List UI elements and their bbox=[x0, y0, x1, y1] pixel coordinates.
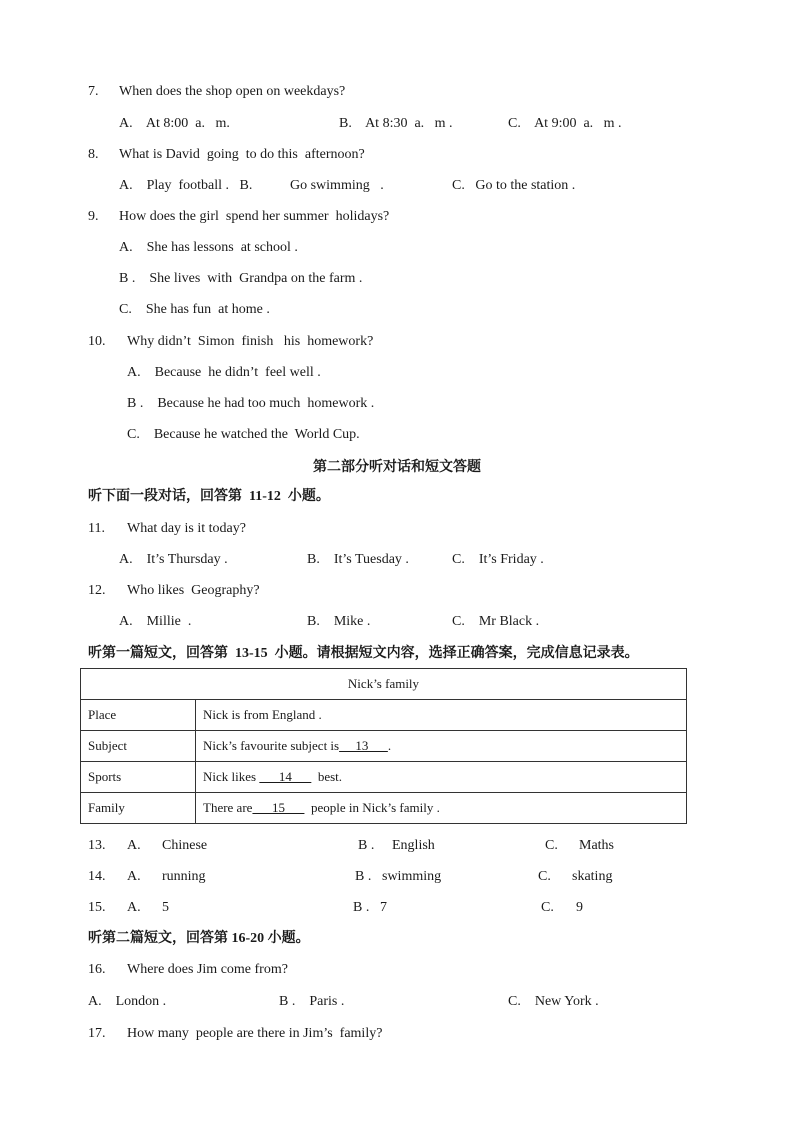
question-15-number: 15. bbox=[88, 900, 106, 915]
question-9-text: How does the girl spend her summer holidays? bbox=[119, 209, 390, 224]
question-10-number: 10. bbox=[88, 334, 106, 349]
question-13-option-a-letter: A. bbox=[127, 838, 141, 853]
question-10-option-b: B . Because he had too much homework . bbox=[127, 396, 375, 411]
row-value-place bbox=[196, 700, 687, 731]
question-15-option-a-letter: A. bbox=[127, 900, 141, 915]
row-label-family: Family bbox=[81, 793, 196, 824]
question-9-number: 9. bbox=[88, 209, 99, 224]
question-15-option-b: 7 bbox=[380, 900, 387, 915]
table-row bbox=[81, 700, 687, 731]
question-14-option-c: skating bbox=[572, 869, 613, 884]
value-text: Nick’s favourite subject is bbox=[203, 738, 340, 753]
question-11-number: 11. bbox=[88, 521, 105, 536]
question-10-option-a: A. Because he didn’t feel well . bbox=[127, 365, 321, 380]
question-16-option-b: B . Paris . bbox=[279, 994, 345, 1009]
question-8-option-c: C. Go to the station . bbox=[452, 178, 576, 193]
nick-family-table bbox=[80, 668, 687, 824]
question-15-option-a: 5 bbox=[162, 900, 169, 915]
question-11-option-b: B. It’s Tuesday . bbox=[307, 552, 409, 567]
instruction-16-20: 听第二篇短文，回答第 16-20 小题。 bbox=[88, 931, 310, 946]
question-9-option-c: C. She has fun at home . bbox=[119, 302, 270, 317]
question-14-option-c-letter: C. bbox=[538, 869, 551, 884]
table-row bbox=[81, 793, 687, 824]
value-suffix: people in Nick’s family . bbox=[304, 800, 440, 815]
value-text: Nick likes bbox=[203, 769, 260, 784]
blank-15: 15 bbox=[252, 800, 305, 815]
question-14-number: 14. bbox=[88, 869, 106, 884]
question-8-text: What is David going to do this afternoon? bbox=[119, 147, 365, 162]
question-9-option-b: B . She lives with Grandpa on the farm . bbox=[119, 271, 363, 286]
question-15-option-c-letter: C. bbox=[541, 900, 554, 915]
question-15-option-b-letter: B . bbox=[353, 900, 373, 915]
question-17-number: 17. bbox=[88, 1026, 106, 1041]
question-12-option-c: C. Mr Black . bbox=[452, 614, 540, 629]
value-text: There are bbox=[203, 800, 253, 815]
question-7-option-a: A. At 8:00 a. m. bbox=[119, 116, 230, 131]
value-suffix: . bbox=[387, 738, 392, 753]
value-text: Nick is from England . bbox=[203, 707, 322, 722]
question-8-number: 8. bbox=[88, 147, 99, 162]
table-row bbox=[81, 731, 687, 762]
question-16-option-a: A. London . bbox=[88, 994, 167, 1009]
question-16-option-c: C. New York . bbox=[508, 994, 599, 1009]
question-16-number: 16. bbox=[88, 962, 106, 977]
question-8-option-b: Go swimming . bbox=[290, 178, 384, 193]
question-12-text: Who likes Geography? bbox=[127, 583, 260, 598]
question-17-text: How many people are there in Jim’s family? bbox=[127, 1026, 383, 1041]
question-14-option-a: running bbox=[162, 869, 206, 884]
row-value-subject bbox=[196, 731, 687, 762]
question-9-option-a: A. She has lessons at school . bbox=[119, 240, 298, 255]
row-value-family bbox=[196, 793, 687, 824]
question-11-option-c: C. It’s Friday . bbox=[452, 552, 544, 567]
blank-13: 13 bbox=[339, 738, 388, 753]
question-13-option-a: Chinese bbox=[162, 838, 208, 853]
question-13-number: 13. bbox=[88, 838, 106, 853]
blank-14: 14 bbox=[259, 769, 312, 784]
row-label-sports: Sports bbox=[81, 762, 196, 793]
question-13-option-b: English bbox=[392, 838, 435, 853]
row-value-sports bbox=[196, 762, 687, 793]
question-13-option-b-letter: B . bbox=[358, 838, 375, 853]
table-title: Nick’s family bbox=[81, 669, 687, 700]
instruction-11-12: 听下面一段对话，回答第 11-12 小题。 bbox=[88, 489, 330, 504]
question-14-option-b: swimming bbox=[382, 869, 442, 884]
question-7-option-b: B. At 8:30 a. m . bbox=[339, 116, 453, 131]
question-7-option-c: C. At 9:00 a. m . bbox=[508, 116, 622, 131]
table-row bbox=[81, 762, 687, 793]
question-12-number: 12. bbox=[88, 583, 106, 598]
question-8-option-a: A. Play football . B. bbox=[119, 178, 253, 193]
question-14-option-a-letter: A. bbox=[127, 869, 141, 884]
row-label-place: Place bbox=[81, 700, 196, 731]
value-suffix: best. bbox=[311, 769, 343, 784]
question-12-option-b: B. Mike . bbox=[307, 614, 371, 629]
instruction-13-15: 听第一篇短文，回答第 13-15 小题。请根据短文内容，选择正确答案，完成信息记录表。 bbox=[88, 646, 639, 661]
question-12-option-a: A. Millie . bbox=[119, 614, 192, 629]
question-10-text: Why didn’t Simon finish his homework? bbox=[127, 334, 374, 349]
table-header-row bbox=[81, 669, 687, 700]
question-13-option-c: Maths bbox=[579, 838, 614, 853]
question-10-option-c: C. Because he watched the World Cup. bbox=[127, 427, 360, 442]
question-11-option-a: A. It’s Thursday . bbox=[119, 552, 228, 567]
question-14-option-b-letter: B . bbox=[355, 869, 372, 884]
question-13-option-c-letter: C. bbox=[545, 838, 558, 853]
question-11-text: What day is it today? bbox=[127, 521, 246, 536]
question-7-text: When does the shop open on weekdays? bbox=[119, 84, 346, 99]
section-2-title: 第二部分听对话和短文答题 bbox=[313, 460, 481, 475]
question-15-option-c: 9 bbox=[576, 900, 583, 915]
row-label-subject: Subject bbox=[81, 731, 196, 762]
question-16-text: Where does Jim come from? bbox=[127, 962, 288, 977]
question-7-number: 7. bbox=[88, 84, 99, 99]
